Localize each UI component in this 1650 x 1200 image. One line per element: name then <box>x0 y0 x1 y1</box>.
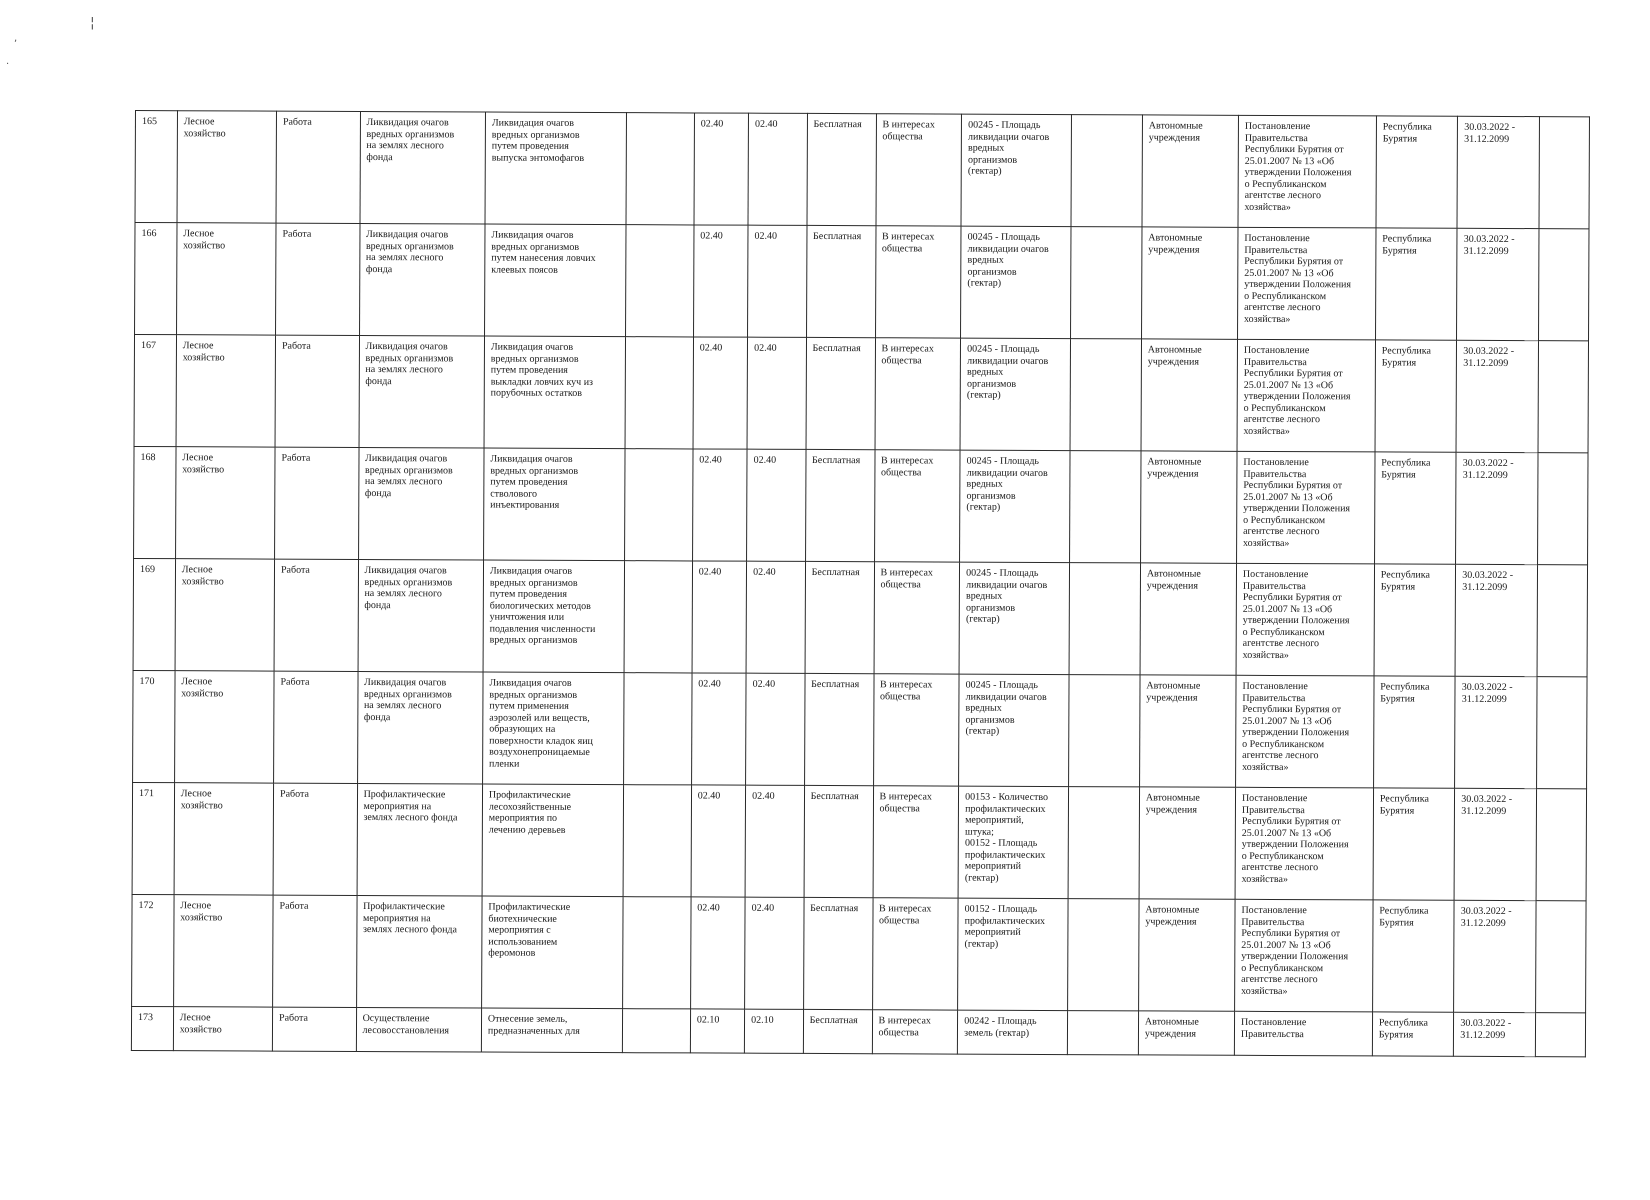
code-cell: 02.40 <box>693 337 748 449</box>
empty-cell <box>1067 1011 1138 1055</box>
service-name-cell: Ликвидация очагов вредных организмов на землях лесного фонда <box>360 111 486 224</box>
empty-cell <box>625 337 693 449</box>
period-cell: 30.03.2022 - 31.12.2099 <box>1457 116 1539 228</box>
legal-act-cell: Постановление Правительства Республики Бурятия от 25.01.2007 № 13 «Об утверждении Положения о Республиканском агентстве лесного хозяйства» <box>1235 787 1373 900</box>
service-content-cell: Ликвидация очагов вредных организмов путем проведения стволового инъектирования <box>483 448 624 561</box>
kind-cell: Работа <box>275 447 359 559</box>
service-content-cell: Ликвидация очагов вредных организмов путем проведения выкладки ловчих куч из порубочных остатков <box>484 336 625 449</box>
payment-cell: Бесплатная <box>803 897 872 1009</box>
payment-cell: Бесплатная <box>806 225 875 337</box>
empty-cell <box>1537 565 1588 677</box>
region-cell: Республика Бурятия <box>1374 452 1456 564</box>
row-number-cell: 173 <box>131 1006 173 1050</box>
code-cell: 02.40 <box>747 449 806 561</box>
table-row <box>135 111 1589 229</box>
payment-cell: Бесплатная <box>805 449 874 561</box>
region-cell: Республика Бурятия <box>1375 340 1457 452</box>
interest-cell: В интересах общества <box>875 226 961 338</box>
service-name-cell: Профилактические мероприятия на землях лесного фонда <box>357 783 483 896</box>
institutions-cell: Автономные учреждения <box>1139 787 1236 899</box>
interest-cell: В интересах общества <box>872 898 958 1010</box>
code-cell: 02.40 <box>748 113 807 225</box>
row-number-cell: 170 <box>133 670 175 782</box>
institutions-cell: Автономные учреждения <box>1142 115 1239 227</box>
payment-cell: Бесплатная <box>807 113 876 225</box>
kind-cell: Работа <box>275 335 359 447</box>
payment-cell: Бесплатная <box>804 673 873 785</box>
period-cell: 30.03.2022 - 31.12.2099 <box>1456 340 1538 452</box>
institutions-cell: Автономные учреждения <box>1138 1011 1234 1055</box>
code-cell: 02.40 <box>746 673 805 785</box>
payment-cell: Бесплатная <box>803 1009 872 1053</box>
empty-cell <box>624 449 692 561</box>
code-cell: 02.40 <box>694 113 749 225</box>
service-name-cell: Ликвидация очагов вредных организмов на землях лесного фонда <box>359 335 485 448</box>
table-row <box>134 335 1588 453</box>
period-cell: 30.03.2022 - 31.12.2099 <box>1454 1012 1536 1056</box>
kind-cell: Работа <box>274 559 358 671</box>
service-name-cell: Ликвидация очагов вредных организмов на землях лесного фонда <box>358 559 484 672</box>
scan-dot-mark: · <box>6 59 10 70</box>
table-row <box>134 446 1588 564</box>
payment-cell: Бесплатная <box>805 561 874 673</box>
table-row <box>132 782 1586 900</box>
empty-cell <box>1539 117 1590 229</box>
interest-cell: В интересах общества <box>873 674 959 786</box>
table-row <box>133 558 1587 676</box>
service-name-cell: Ликвидация очагов вредных организмов на землях лесного фонда <box>359 223 485 336</box>
row-number-cell: 171 <box>132 782 174 894</box>
sector-cell: Лесное хозяйство <box>173 895 273 1007</box>
empty-cell <box>1069 563 1141 675</box>
empty-cell <box>1068 787 1140 899</box>
empty-cell <box>622 1009 690 1053</box>
region-cell: Республика Бурятия <box>1376 116 1458 228</box>
service-content-cell: Профилактические биотехнические мероприятия с использованием феромонов <box>481 896 622 1009</box>
service-name-cell: Ликвидация очагов вредных организмов на землях лесного фонда <box>357 671 483 784</box>
indicator-cell: 00242 - Площадь земель (гектар) <box>958 1010 1068 1054</box>
empty-cell <box>1538 341 1589 453</box>
row-number-cell: 165 <box>135 111 177 223</box>
services-register-table <box>131 110 1590 1057</box>
row-number-cell: 167 <box>134 335 176 447</box>
region-cell: Республика Бурятия <box>1374 564 1456 676</box>
code-cell: 02.10 <box>690 1009 745 1053</box>
indicator-cell: 00152 - Площадь профилактических мероприятий (гектар) <box>958 898 1068 1010</box>
sector-cell: Лесное хозяйство <box>175 447 275 559</box>
sector-cell: Лесное хозяйство <box>173 1007 272 1051</box>
institutions-cell: Автономные учреждения <box>1140 451 1237 563</box>
empty-cell <box>1535 1013 1585 1057</box>
code-cell: 02.40 <box>748 225 807 337</box>
interest-cell: В интересах общества <box>874 562 960 674</box>
interest-cell: В интересах общества <box>875 338 961 450</box>
row-number-cell: 168 <box>134 446 176 558</box>
legal-act-cell: Постановление Правительства Республики Бурятия от 25.01.2007 № 13 «Об утверждении Положения о Республиканском агентстве лесного хозяйства» <box>1237 339 1375 452</box>
region-cell: Республика Бурятия <box>1373 676 1455 788</box>
interest-cell: В интересах общества <box>873 786 959 898</box>
institutions-cell: Автономные учреждения <box>1141 227 1238 339</box>
table-row <box>132 894 1586 1012</box>
scan-dot-mark: , <box>14 33 18 44</box>
empty-cell <box>626 113 694 225</box>
institutions-cell: Автономные учреждения <box>1139 675 1236 787</box>
interest-cell: В интересах общества <box>874 450 960 562</box>
empty-cell <box>1069 451 1141 563</box>
region-cell: Республика Бурятия <box>1372 1012 1454 1056</box>
empty-cell <box>622 897 690 1009</box>
legal-act-cell: Постановление Правительства Республики Бурятия от 25.01.2007 № 13 «Об утверждении Положения о Республиканском агентстве лесного хозяйства» <box>1236 675 1374 788</box>
sector-cell: Лесное хозяйство <box>174 783 274 895</box>
service-name-cell: Ликвидация очагов вредных организмов на землях лесного фонда <box>358 447 484 560</box>
indicator-cell: 00153 - Количество профилактических мероприятий, штука; 00152 - Площадь профилактических мероприятий (гектар) <box>958 786 1068 898</box>
row-number-cell: 169 <box>133 558 175 670</box>
code-cell: 02.40 <box>746 561 805 673</box>
region-cell: Республика Бурятия <box>1373 788 1455 900</box>
table-row <box>131 1006 1585 1056</box>
indicator-cell: 00245 - Площадь ликвидации очагов вредных организмов (гектар) <box>959 674 1069 786</box>
document-page <box>131 110 1590 1057</box>
empty-cell <box>1071 115 1143 227</box>
legal-act-cell: Постановление Правительства Республики Бурятия от 25.01.2007 № 13 «Об утверждении Положения о Республиканском агентстве лесного хозяйства» <box>1238 115 1376 228</box>
kind-cell: Работа <box>276 111 360 223</box>
code-cell: 02.40 <box>692 561 747 673</box>
kind-cell: Работа <box>273 895 357 1007</box>
code-cell: 02.40 <box>745 897 804 1009</box>
sector-cell: Лесное хозяйство <box>176 335 276 447</box>
period-cell: 30.03.2022 - 31.12.2099 <box>1455 676 1537 788</box>
code-cell: 02.40 <box>691 673 746 785</box>
period-cell: 30.03.2022 - 31.12.2099 <box>1454 788 1536 900</box>
service-content-cell: Ликвидация очагов вредных организмов путем нанесения ловчих клеевых поясов <box>484 224 625 337</box>
table-row <box>135 223 1589 341</box>
institutions-cell: Автономные учреждения <box>1138 899 1235 1011</box>
code-cell: 02.10 <box>744 1009 803 1053</box>
empty-cell <box>1067 899 1139 1011</box>
code-cell: 02.40 <box>691 785 746 897</box>
sector-cell: Лесное хозяйство <box>176 223 276 335</box>
kind-cell: Работа <box>272 1007 356 1051</box>
empty-cell <box>1068 675 1140 787</box>
legal-act-cell: Постановление Правительства Республики Бурятия от 25.01.2007 № 13 «Об утверждении Положения о Республиканском агентстве лесного хозяйства» <box>1236 563 1374 676</box>
service-content-cell: Ликвидация очагов вредных организмов путем проведения выпуска энтомофагов <box>485 112 626 225</box>
service-content-cell: Ликвидация очагов вредных организмов путем применения аэрозолей или веществ, образующих на поверхности кладок яиц воздухонепроницаемые пленки <box>482 672 623 785</box>
indicator-cell: 00245 - Площадь ликвидации очагов вредных организмов (гектар) <box>961 226 1071 338</box>
empty-cell <box>1536 677 1587 789</box>
table-row <box>133 670 1587 788</box>
period-cell: 30.03.2022 - 31.12.2099 <box>1454 900 1536 1012</box>
empty-cell <box>623 673 691 785</box>
empty-cell <box>1070 227 1142 339</box>
region-cell: Республика Бурятия <box>1372 900 1454 1012</box>
institutions-cell: Автономные учреждения <box>1141 339 1238 451</box>
empty-cell <box>624 561 692 673</box>
indicator-cell: 00245 - Площадь ликвидации очагов вредных организмов (гектар) <box>961 114 1071 226</box>
code-cell: 02.40 <box>690 897 745 1009</box>
interest-cell: В интересах общества <box>872 1010 958 1054</box>
empty-cell <box>623 785 691 897</box>
legal-act-cell: Постановление Правительства <box>1234 1011 1372 1056</box>
indicator-cell: 00245 - Площадь ликвидации очагов вредных организмов (гектар) <box>960 450 1070 562</box>
payment-cell: Бесплатная <box>804 785 873 897</box>
service-name-cell: Профилактические мероприятия на землях лесного фонда <box>356 895 482 1008</box>
empty-cell <box>1538 229 1589 341</box>
empty-cell <box>1536 789 1587 901</box>
sector-cell: Лесное хозяйство <box>177 111 277 223</box>
sector-cell: Лесное хозяйство <box>174 671 274 783</box>
sector-cell: Лесное хозяйство <box>175 559 275 671</box>
scan-tick-mark: ¦ <box>90 15 95 31</box>
service-name-cell: Осуществление лесовосстановления <box>356 1007 482 1052</box>
table-body <box>131 111 1589 1057</box>
service-content-cell: Ликвидация очагов вредных организмов путем проведения биологических методов уничтожения или подавления численности вредных организмов <box>483 560 624 673</box>
code-cell: 02.40 <box>693 225 748 337</box>
empty-cell <box>1537 453 1588 565</box>
service-content-cell: Профилактические лесохозяйственные мероприятия по лечению деревьев <box>482 784 623 897</box>
region-cell: Республика Бурятия <box>1375 228 1457 340</box>
legal-act-cell: Постановление Правительства Республики Бурятия от 25.01.2007 № 13 «Об утверждении Положения о Республиканском агентстве лесного хозяйства» <box>1235 899 1373 1012</box>
kind-cell: Работа <box>274 671 358 783</box>
empty-cell <box>625 225 693 337</box>
code-cell: 02.40 <box>745 785 804 897</box>
legal-act-cell: Постановление Правительства Республики Бурятия от 25.01.2007 № 13 «Об утверждении Положения о Республиканском агентстве лесного хозяйства» <box>1236 451 1374 564</box>
institutions-cell: Автономные учреждения <box>1140 563 1237 675</box>
kind-cell: Работа <box>273 783 357 895</box>
indicator-cell: 00245 - Площадь ликвидации очагов вредных организмов (гектар) <box>959 562 1069 674</box>
code-cell: 02.40 <box>747 337 806 449</box>
kind-cell: Работа <box>276 223 360 335</box>
period-cell: 30.03.2022 - 31.12.2099 <box>1456 452 1538 564</box>
service-content-cell: Отнесение земель, предназначенных для <box>481 1008 622 1053</box>
period-cell: 30.03.2022 - 31.12.2099 <box>1455 564 1537 676</box>
empty-cell <box>1070 339 1142 451</box>
period-cell: 30.03.2022 - 31.12.2099 <box>1457 228 1539 340</box>
row-number-cell: 172 <box>132 894 174 1006</box>
interest-cell: В интересах общества <box>876 114 962 226</box>
legal-act-cell: Постановление Правительства Республики Бурятия от 25.01.2007 № 13 «Об утверждении Положения о Республиканском агентстве лесного хозяйства» <box>1237 227 1375 340</box>
empty-cell <box>1535 901 1586 1013</box>
indicator-cell: 00245 - Площадь ликвидации очагов вредных организмов (гектар) <box>960 338 1070 450</box>
payment-cell: Бесплатная <box>806 337 875 449</box>
row-number-cell: 166 <box>135 223 177 335</box>
code-cell: 02.40 <box>692 449 747 561</box>
